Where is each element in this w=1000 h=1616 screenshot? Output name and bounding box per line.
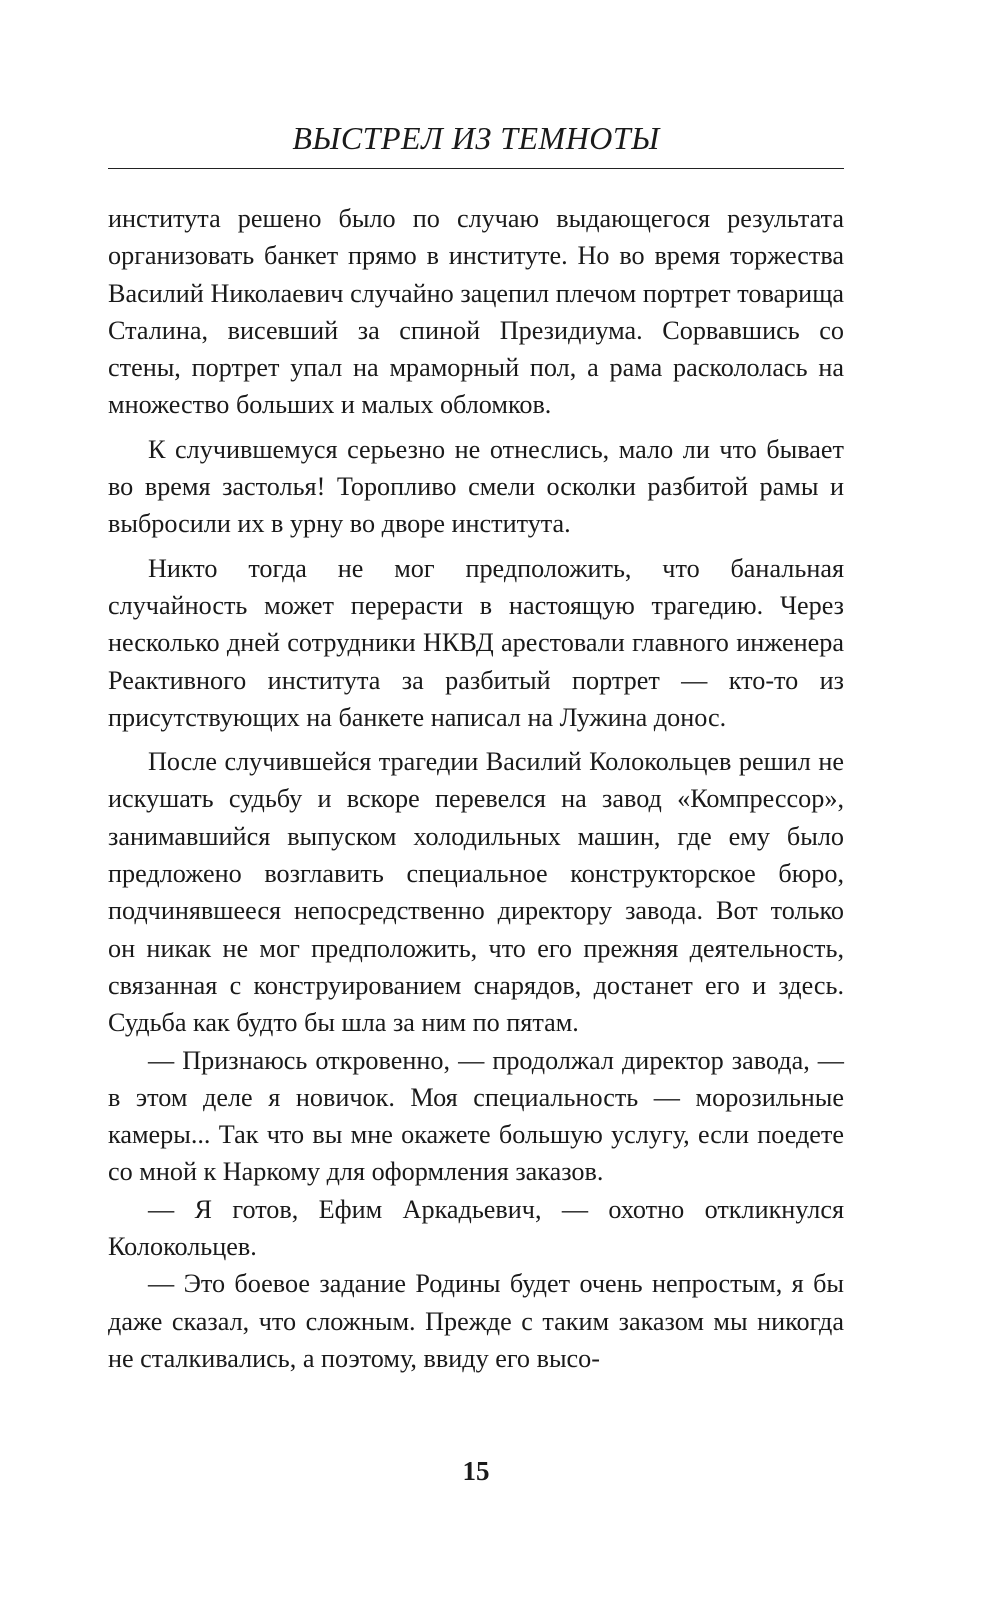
header-rule (108, 168, 844, 169)
paragraph: К случившемуся серьезно не отнеслись, мало ли что бывает во время застолья! Торопливо смели осколки разбитой рамы и выбросили их в урну во дворе института. (108, 434, 844, 539)
running-title: ВЫСТРЕЛ ИЗ ТЕМНОТЫ (292, 120, 660, 156)
dialogue-paragraph: — Это боевое задание Родины будет очень непростым, я бы даже сказал, что сложным. Прежде с таким заказом мы никогда не сталкивались, а поэтому, ввиду его высо- (108, 1269, 844, 1373)
body-text (108, 200, 844, 1377)
dialogue-paragraph: — Признаюсь откровенно, — продолжал директор завода, — в этом деле я новичок. Моя специальность — морозильные камеры... Так что вы мне окажете большую услугу, если поедете со мной к Наркому для оформления заказов. (108, 1045, 844, 1187)
dialogue-paragraph: — Я готов, Ефим Аркадьевич, — охотно откликнулся Колокольцев. (108, 1194, 844, 1262)
paragraph: института решено было по случаю выдающегося результата организовать банкет прямо в институте. Но во время торжества Василий Николаевич случайно зацепил плечом портрет товарища Сталина, висевший за спиной Президиума. Сорвавшись со стены, портрет упал на мраморный пол, а рама раскололась на множество больших и малых обломков. (108, 204, 844, 420)
page-number: 15 (462, 1456, 490, 1486)
paragraph: Никто тогда не мог предположить, что банальная случайность может перерасти в настоящую трагедию. Через несколько дней сотрудники НКВД арестовали главного инженера Реактивного института за разбитый портрет — кто-то из присутствующих на банкете написал на Лужина донос. (108, 553, 844, 732)
paragraph: После случившейся трагедии Василий Колокольцев решил не искушать судьбу и вскоре перевелся на завод «Компрессор», занимавшийся выпуском холодильных машин, где ему было предложено возглавить специальное конструкторское бюро, подчинявшееся непосредственно директору завода. Вот только он никак не мог предположить, что его прежняя деятельность, связанная с конструированием снарядов, достанет его и здесь. Судьба как будто бы шла за ним по пятам. (108, 747, 844, 1038)
